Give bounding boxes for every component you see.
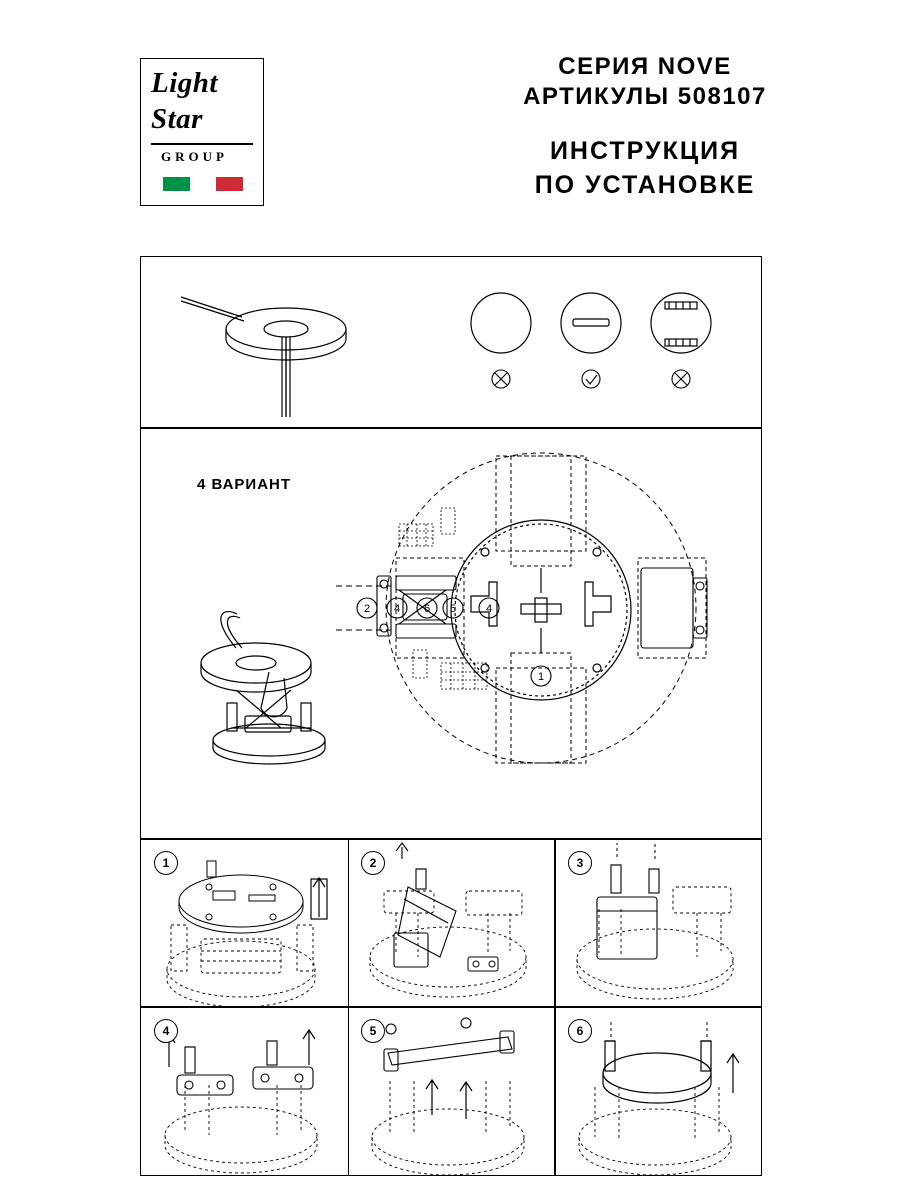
hardware-marker-3 [672,370,690,388]
hardware-marker-2 [582,370,600,388]
brand-logo-line3: GROUP [161,149,228,164]
hardware-marker-1 [492,370,510,388]
assembly-direction-arrow [311,878,327,919]
page-title-line2: ПО УСТАНОВКЕ [534,171,756,199]
brand-logo [140,58,264,206]
step-cell-3 [555,839,762,1007]
step-badge-3: 3 [568,851,592,875]
svg-text:6: 6 [423,603,431,615]
steps-grid [141,839,761,1175]
svg-text:1: 1 [537,671,545,683]
step-badge-5: 5 [361,1019,385,1043]
hardware-part-1 [471,293,531,353]
italy-flag-icon [163,177,243,191]
svg-text:2: 2 [363,603,371,615]
step-badge-1: 1 [154,851,178,875]
brand-logo-line1: Light [151,67,218,99]
ceiling-lamp-drawing [181,297,346,417]
svg-text:5: 5 [449,603,457,615]
variant-callouts [357,598,551,686]
step-cell-2 [348,839,555,1007]
page-header [0,0,902,250]
article-label: АРТИКУЛЫ 508107 [523,83,767,110]
header-title-block [430,52,860,202]
step-badge-6: 6 [568,1019,592,1043]
step-cell-1 [141,839,348,1007]
step-cell-4 [141,1007,348,1175]
svg-text:4: 4 [485,603,493,615]
brand-logo-line2: Star [151,103,203,135]
right-bracket-assembly [641,568,707,648]
page-title-line1: ИНСТРУКЦИЯ [549,137,741,165]
svg-text:4: 4 [393,603,401,615]
step-badge-2: 2 [361,851,385,875]
panel-variant-4 [141,428,761,838]
ceiling-outline [386,453,696,763]
panel-product-overview [141,257,761,427]
series-label: СЕРИЯ NOVE [558,53,732,80]
brand-logo-divider [151,143,253,145]
hardware-part-3 [651,293,711,353]
instruction-frame [140,256,762,1176]
step-badge-4: 4 [154,1019,178,1043]
variant-label: 4 ВАРИАНТ [197,476,292,493]
lamp-body-exploded [201,612,325,764]
step-cell-5 [348,1007,555,1175]
hardware-part-2 [561,293,621,353]
step-cell-6 [555,1007,762,1175]
